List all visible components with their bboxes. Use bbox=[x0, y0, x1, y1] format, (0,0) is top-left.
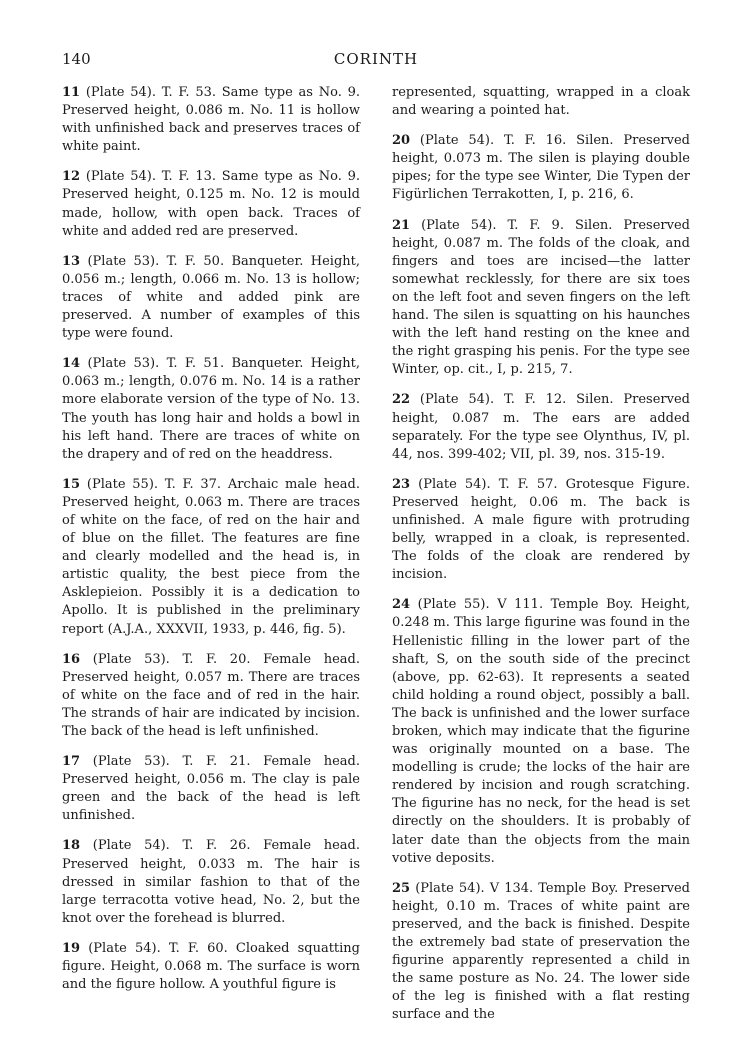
running-title: CORINTH bbox=[333, 50, 419, 68]
entry-number: 21 bbox=[392, 217, 411, 233]
entry-text: (Plate 54). T. F. 57. Grotesque Figure. Preserved height, 0.06 m. The back is unfinished. A male figure with protruding belly, wrapped in a cloak, is represented. The folds of the cloak are rendered by incision. bbox=[392, 476, 690, 583]
entry-text: (Plate 54). T. F. 60. Cloaked squatting figure. Height, 0.068 m. The surface is worn and the figure hollow. A youthful figure is bbox=[62, 940, 360, 993]
catalogue-entry bbox=[392, 132, 690, 204]
continued-entry-text: represented, squatting, wrapped in a cloak and wearing a pointed hat. bbox=[392, 85, 690, 119]
catalogue-entry bbox=[62, 837, 360, 927]
catalogue-entry bbox=[392, 391, 690, 463]
entry-number: 19 bbox=[62, 940, 81, 956]
catalogue-entry bbox=[62, 253, 360, 343]
catalogue-entry bbox=[392, 596, 690, 867]
entry-number: 18 bbox=[62, 838, 81, 854]
left-column bbox=[62, 84, 360, 1006]
entry-number: 14 bbox=[62, 356, 81, 372]
entry-text: (Plate 53). T. F. 51. Banqueter. Height, 0.063 m.; length, 0.076 m. No. 14 is a rather more elaborate version of the type of No. 13. The youth has long hair and holds a bowl in his left hand. There are traces of white on the drapery and of red on the headdress. bbox=[62, 356, 360, 462]
entry-number: 24 bbox=[392, 597, 411, 613]
entry-number: 15 bbox=[62, 476, 81, 492]
entry-text: (Plate 54). T. F. 9. Silen. Preserved height, 0.087 m. The folds of the cloak, and fingers and toes are incised—the latter somewhat recklessly, for there are six toes on the left foot and seven fingers on the left hand. The silen is squatting on his haunches with the left hand resting on the knee and the right grasping his penis. For the type see Winter, op. cit., I, p. 215, 7. bbox=[392, 217, 690, 378]
entry-text: (Plate 53). T. F. 20. Female head. Preserved height, 0.057 m. There are traces of white on the face and of red in the hair. The strands of hair are indicated by incision. The back of the head is left unfinished. bbox=[62, 651, 360, 739]
entry-number: 20 bbox=[392, 133, 411, 149]
catalogue-entry bbox=[392, 880, 690, 1025]
entry-text: (Plate 55). V 111. Temple Boy. Height, 0.248 m. This large figurine was found in the Hellenistic filling in the lower part of the shaft, S, on the south side of the precinct (above, pp. 62-63). It represents a seated child holding a round object, possibly a ball. The back is unfinished and the lower surface broken, which may indicate that the figurine was originally mounted on a base. The modelling is crude; the locks of the hair are rendered by incision and rough scratching. The figurine has no neck, for the head is set directly on the shoulders. It is probably of later date than the objects from the main votive deposits. bbox=[392, 597, 690, 866]
entry-text: (Plate 54). T. F. 53. Same type as No. 9. Preserved height, 0.086 m. No. 11 is hollow with unfinished back and preserves traces of white paint. bbox=[62, 85, 360, 155]
entry-number: 13 bbox=[62, 253, 81, 269]
catalogue-entry bbox=[62, 168, 360, 240]
catalogue-entry bbox=[62, 84, 360, 156]
entry-text: (Plate 55). T. F. 37. Archaic male head. Preserved height, 0.063 m. There are traces of white on the face, of red on the hair and of blue on the fillet. The features are fine and clearly modelled and the head is, in artistic quality, the best piece from the Asklepieion. Possibly it is a dedication to Apollo. It is published in the preliminary report (A.J.A., XXXVII, 1933, p. 446, fig. 5). bbox=[62, 476, 361, 637]
entry-text: (Plate 53). T. F. 50. Banqueter. Height, 0.056 m.; length, 0.066 m. No. 13 is hollow; traces of white and added pink are preserved. A number of examples of this type were found. bbox=[62, 253, 360, 342]
entry-number: 12 bbox=[62, 169, 81, 185]
entry-text: (Plate 54). T. F. 12. Silen. Preserved height, 0.087 m. The ears are added separately. For the type see Olynthus, IV, pl. 44, nos. 399-402; VII, pl. 39, nos. 315-19. bbox=[392, 392, 690, 462]
page-header bbox=[62, 50, 690, 70]
entry-text: (Plate 53). T. F. 21. Female head. Preserved height, 0.056 m. The clay is pale green and the back of the head is left unfinished. bbox=[62, 754, 360, 824]
page-number: 140 bbox=[62, 50, 91, 68]
catalogue-entry bbox=[62, 651, 360, 741]
entry-number: 11 bbox=[62, 85, 81, 100]
entry-text: (Plate 54). V 134. Temple Boy. Preserved height, 0.10 m. Traces of white paint are preserved, and the back is finished. Despite the extremely bad state of preservation the figurine apparently represented a child in the same posture as No. 24. The lower side of the leg is finished with a flat resting surface and the bbox=[392, 880, 690, 1023]
entry-number: 23 bbox=[392, 476, 411, 492]
entry-number: 17 bbox=[62, 754, 81, 770]
entry-number: 22 bbox=[392, 392, 411, 408]
catalogue-entry bbox=[62, 355, 360, 464]
entry-text: (Plate 54). T. F. 26. Female head. Preserved height, 0.033 m. The hair is dressed in similar fashion to that of the large terracotta votive head, No. 2, but the knot over the forehead is blurred. bbox=[62, 838, 360, 926]
entry-number: 25 bbox=[392, 880, 411, 896]
entry-text: (Plate 54). T. F. 13. Same type as No. 9. Preserved height, 0.125 m. No. 12 is mould made, hollow, with open back. Traces of white and added red are preserved. bbox=[62, 169, 360, 239]
entry-number: 16 bbox=[62, 651, 81, 667]
catalogue-entry bbox=[62, 476, 360, 639]
catalogue-entry bbox=[392, 217, 690, 380]
catalogue-entry bbox=[62, 753, 360, 825]
entry-text: (Plate 54). T. F. 16. Silen. Preserved height, 0.073 m. The silen is playing double pipes; for the type see Winter, Die Typen der Figürlichen Terrakotten, I, p. 216, 6. bbox=[392, 133, 690, 203]
catalogue-entry bbox=[392, 476, 690, 585]
right-column bbox=[392, 84, 690, 1037]
catalogue-entry bbox=[62, 940, 360, 994]
